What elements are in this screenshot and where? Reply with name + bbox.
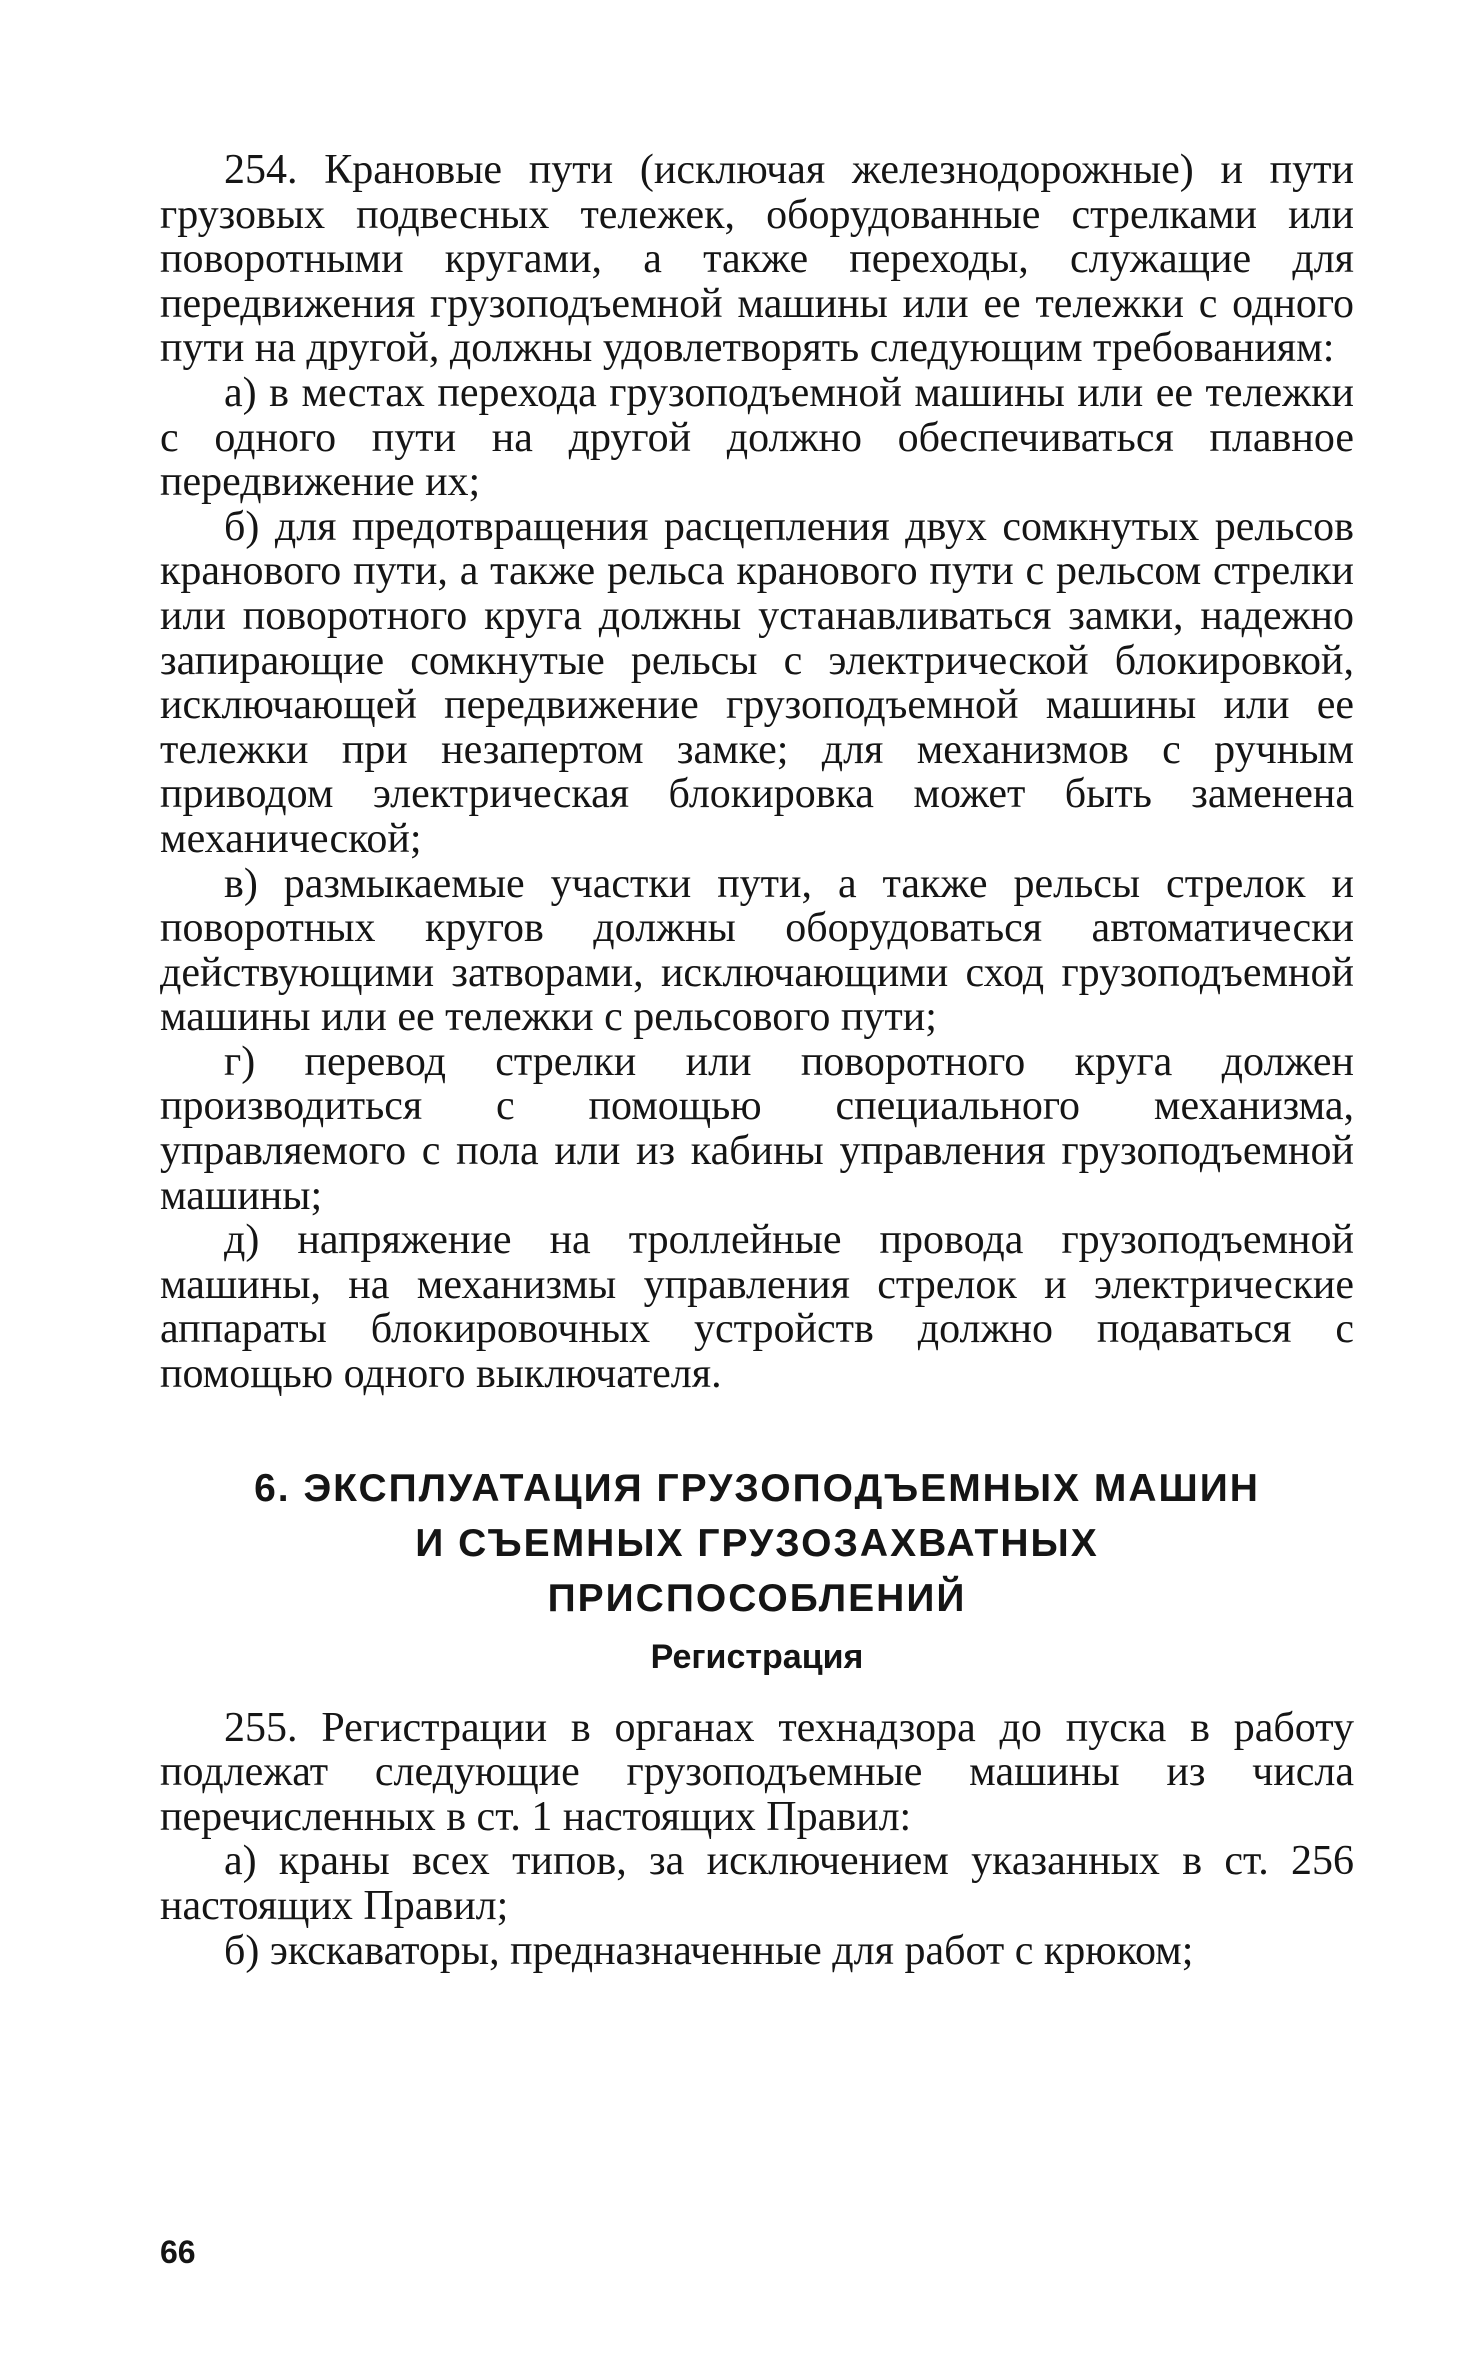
page-body (160, 148, 1354, 1973)
section-heading-line-2: И СЪЕМНЫХ ГРУЗОЗАХВАТНЫХ (415, 1521, 1099, 1565)
section-heading-line-1: 6. ЭКСПЛУАТАЦИЯ ГРУЗОПОДЪЕМНЫХ МАШИН (254, 1466, 1260, 1510)
section-heading (160, 1461, 1354, 1626)
section-heading-line-3: ПРИСПОСОБЛЕНИЙ (547, 1576, 967, 1620)
paragraph-254-g: г) перевод стрелки или поворотного круга должен производиться с помощью специального механизма, управляемого с пола или из кабины управления грузоподъемной машины; (160, 1038, 1354, 1219)
subheading-registration: Регистрация (650, 1637, 864, 1676)
paragraph-254-d: д) напряжение на троллейные провода грузоподъемной машины, на механизмы управления стрелок и электрические аппараты блокировочных устройств должно подаваться с помощью одного выключателя. (160, 1217, 1354, 1398)
paragraph-254-v: в) размыкаемые участки пути, а также рельсы стрелок и поворотных кругов должны оборудоваться автоматически действующими затворами, исключающими сход грузоподъемной машины или ее тележки с рельсового пути; (160, 860, 1354, 1041)
paragraph-254: 254. Крановые пути (исключая железнодорожные) и пути грузовых подвесных тележек, оборудованные стрелками или поворотными кругами, а также переходы, служащие для передвижения грузоподъемной машины или ее тележки с одного пути на другой, должны удовлетворять следующим требованиям: (160, 147, 1354, 372)
paragraph-255-a: а) краны всех типов, за исключением указанных в ст. 256 настоящих Правил; (160, 1838, 1354, 1929)
paragraph-254-b: б) для предотвращения расцепления двух сомкнутых рельсов кранового пути, а также рельса кранового пути с рельсом стрелки или поворотного круга должны устанавливаться замки, надежно запирающие сомкнутые рельсы с электрической блокировкой, исключающей передвижение грузоподъемной машины или ее тележки при незапертом замке; для механизмов с ручным приводом электрическая блокировка может быть заменена механической; (160, 503, 1354, 862)
paragraph-254-a: а) в местах перехода грузоподъемной машины или ее тележки с одного пути на другой должно обеспечиваться плавное передвижение их; (160, 369, 1354, 506)
paragraph-255: 255. Регистрации в органах технадзора до пуска в работу подлежат следующие грузоподъемные машины из числа перечисленных в ст. 1 настоящих Правил: (160, 1704, 1354, 1840)
paragraph-255-b: б) экскаваторы, предназначенные для работ с крюком; (224, 1927, 1194, 1974)
page-number: 66 (160, 2234, 196, 2270)
